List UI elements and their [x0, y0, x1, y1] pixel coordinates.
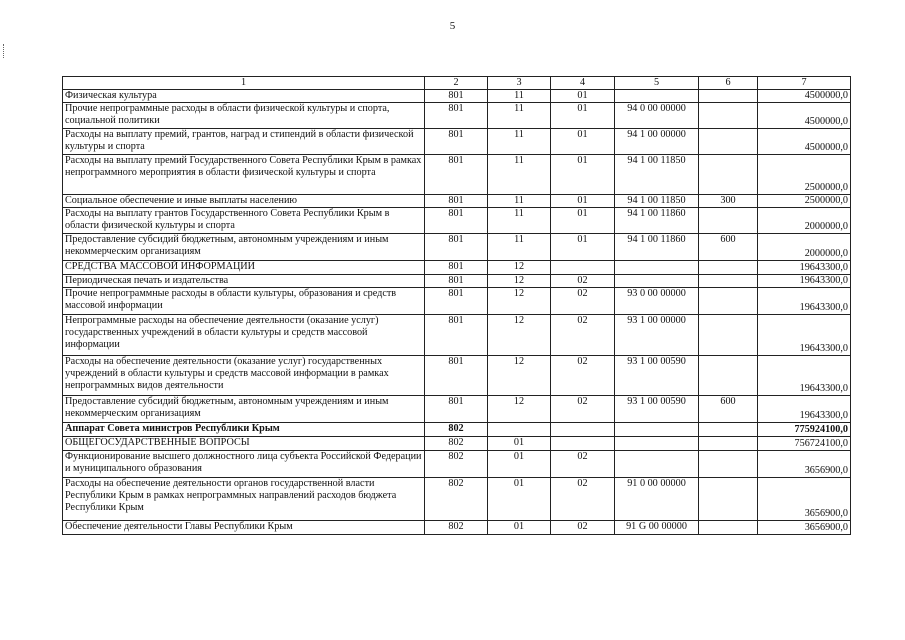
- cell-section-code: 11: [488, 103, 551, 129]
- cell-amount: 2000000,0: [758, 208, 851, 234]
- cell-section-code: 12: [488, 275, 551, 288]
- cell-department-code: 801: [425, 129, 488, 155]
- cell-target-article: 94 1 00 11850: [615, 155, 699, 195]
- cell-amount: 19643300,0: [758, 275, 851, 288]
- cell-subsection-code: 02: [551, 315, 615, 356]
- cell-target-article: 94 1 00 11850: [615, 195, 699, 208]
- cell-section-code: 11: [488, 195, 551, 208]
- cell-subsection-code: 02: [551, 521, 615, 535]
- table-row: [63, 356, 851, 396]
- cell-subsection-code: 01: [551, 208, 615, 234]
- cell-department-code: 802: [425, 478, 488, 521]
- cell-target-article: 93 1 00 00590: [615, 356, 699, 396]
- cell-department-code: 801: [425, 195, 488, 208]
- cell-expense-type: [699, 208, 758, 234]
- cell-subsection-code: 01: [551, 234, 615, 261]
- cell-expense-type: [699, 155, 758, 195]
- cell-section-code: 01: [488, 451, 551, 478]
- cell-subsection-code: [551, 423, 615, 437]
- cell-target-article: [615, 275, 699, 288]
- page-number: 5: [449, 20, 456, 32]
- cell-amount: 19643300,0: [758, 396, 851, 423]
- cell-amount: 2000000,0: [758, 234, 851, 261]
- row-name: Прочие непрограммные расходы в области культуры, образования и средств массовой информации: [63, 288, 425, 315]
- cell-target-article: 91 0 00 00000: [615, 478, 699, 521]
- table-row: [63, 129, 851, 155]
- table-row: [63, 396, 851, 423]
- cell-section-code: 11: [488, 208, 551, 234]
- cell-department-code: 801: [425, 234, 488, 261]
- table-row: [63, 423, 851, 437]
- cell-section-code: 01: [488, 521, 551, 535]
- row-name: Расходы на обеспечение деятельности органов государственной власти Республики Крым в рамках непрограммных направлений расходов бюджета Республики Крым: [63, 478, 425, 521]
- cell-section-code: 12: [488, 261, 551, 275]
- cell-target-article: [615, 261, 699, 275]
- cell-expense-type: [699, 90, 758, 103]
- cell-amount: 3656900,0: [758, 521, 851, 535]
- cell-department-code: 802: [425, 423, 488, 437]
- row-name: Обеспечение деятельности Главы Республики Крым: [63, 521, 425, 535]
- cell-target-article: 94 1 00 11860: [615, 234, 699, 261]
- cell-expense-type: [699, 129, 758, 155]
- row-name: Аппарат Совета министров Республики Крым: [63, 423, 425, 437]
- column-header: 2: [425, 77, 488, 90]
- cell-expense-type: 600: [699, 234, 758, 261]
- table-header-row: [63, 77, 851, 90]
- cell-department-code: 801: [425, 208, 488, 234]
- cell-section-code: 11: [488, 90, 551, 103]
- cell-section-code: 12: [488, 396, 551, 423]
- cell-expense-type: [699, 103, 758, 129]
- cell-subsection-code: 02: [551, 478, 615, 521]
- row-name: Расходы на выплату грантов Государственного Совета Республики Крым в области физической культуры и спорта: [63, 208, 425, 234]
- cell-subsection-code: 01: [551, 155, 615, 195]
- row-name: Прочие непрограммные расходы в области физической культуры и спорта, социальной политики: [63, 103, 425, 129]
- row-name: Непрограммные расходы на обеспечение деятельности (оказание услуг) государственных учреждений в области культуры и средств массовой информации: [63, 315, 425, 356]
- cell-department-code: 801: [425, 315, 488, 356]
- table-row: [63, 90, 851, 103]
- cell-amount: 19643300,0: [758, 356, 851, 396]
- cell-department-code: 802: [425, 451, 488, 478]
- cell-subsection-code: 01: [551, 90, 615, 103]
- cell-section-code: 12: [488, 356, 551, 396]
- cell-department-code: 801: [425, 396, 488, 423]
- row-name: ОБЩЕГОСУДАРСТВЕННЫЕ ВОПРОСЫ: [63, 437, 425, 451]
- table-row: [63, 288, 851, 315]
- cell-department-code: 801: [425, 356, 488, 396]
- column-header: 6: [699, 77, 758, 90]
- cell-target-article: [615, 90, 699, 103]
- cell-section-code: 12: [488, 315, 551, 356]
- cell-department-code: 802: [425, 437, 488, 451]
- row-name: Периодическая печать и издательства: [63, 275, 425, 288]
- table-row: [63, 451, 851, 478]
- cell-department-code: 801: [425, 288, 488, 315]
- cell-target-article: 93 1 00 00000: [615, 315, 699, 356]
- row-name: Функционирование высшего должностного лица субъекта Российской Федерации и муниципального образования: [63, 451, 425, 478]
- row-name: Расходы на обеспечение деятельности (оказание услуг) государственных учреждений в области культуры и средств массовой информации в рамках непрограммных видов деятельности: [63, 356, 425, 396]
- table-row: [63, 437, 851, 451]
- row-name: Предоставление субсидий бюджетным, автономным учреждениям и иным некоммерческим организациям: [63, 396, 425, 423]
- cell-subsection-code: 02: [551, 356, 615, 396]
- cell-expense-type: [699, 423, 758, 437]
- row-name: Расходы на выплату премий, грантов, наград и стипендий в области физической культуры и спорта: [63, 129, 425, 155]
- table-row: [63, 155, 851, 195]
- cell-expense-type: [699, 437, 758, 451]
- cell-subsection-code: 01: [551, 103, 615, 129]
- table-row: [63, 103, 851, 129]
- cell-subsection-code: 01: [551, 195, 615, 208]
- cell-amount: 3656900,0: [758, 451, 851, 478]
- budget-table: [62, 76, 851, 535]
- cell-target-article: [615, 437, 699, 451]
- cell-section-code: 11: [488, 234, 551, 261]
- cell-section-code: [488, 423, 551, 437]
- cell-subsection-code: 02: [551, 396, 615, 423]
- cell-expense-type: [699, 451, 758, 478]
- table-row: [63, 208, 851, 234]
- cell-expense-type: [699, 356, 758, 396]
- column-header: 4: [551, 77, 615, 90]
- row-name: Расходы на выплату премий Государственного Совета Республики Крым в рамках непрограммного мероприятия в области физической культуры и спорта: [63, 155, 425, 195]
- cell-department-code: 801: [425, 90, 488, 103]
- cell-amount: 19643300,0: [758, 315, 851, 356]
- cell-subsection-code: [551, 261, 615, 275]
- column-header: 1: [63, 77, 425, 90]
- cell-expense-type: [699, 288, 758, 315]
- table-row: [63, 521, 851, 535]
- cell-section-code: 01: [488, 478, 551, 521]
- cell-target-article: [615, 451, 699, 478]
- row-name: Физическая культура: [63, 90, 425, 103]
- table-row: [63, 234, 851, 261]
- cell-amount: 2500000,0: [758, 155, 851, 195]
- cell-subsection-code: 02: [551, 275, 615, 288]
- cell-amount: 4500000,0: [758, 129, 851, 155]
- cell-target-article: 91 G 00 00000: [615, 521, 699, 535]
- cell-expense-type: [699, 315, 758, 356]
- cell-amount: 3656900,0: [758, 478, 851, 521]
- cell-target-article: 93 0 00 00000: [615, 288, 699, 315]
- cell-amount: 19643300,0: [758, 288, 851, 315]
- cell-amount: 2500000,0: [758, 195, 851, 208]
- cell-expense-type: [699, 261, 758, 275]
- cell-amount: 775924100,0: [758, 423, 851, 437]
- cell-department-code: 801: [425, 103, 488, 129]
- cell-section-code: 11: [488, 129, 551, 155]
- cell-target-article: 94 1 00 00000: [615, 129, 699, 155]
- row-name: Предоставление субсидий бюджетным, автономным учреждениям и иным некоммерческим организациям: [63, 234, 425, 261]
- cell-expense-type: [699, 478, 758, 521]
- row-name: Социальное обеспечение и иные выплаты населению: [63, 195, 425, 208]
- cell-amount: 4500000,0: [758, 90, 851, 103]
- cell-amount: 4500000,0: [758, 103, 851, 129]
- cell-subsection-code: [551, 437, 615, 451]
- cell-amount: 19643300,0: [758, 261, 851, 275]
- cell-expense-type: 600: [699, 396, 758, 423]
- column-header: 5: [615, 77, 699, 90]
- table-row: [63, 315, 851, 356]
- cell-target-article: 93 1 00 00590: [615, 396, 699, 423]
- cell-department-code: 801: [425, 261, 488, 275]
- cell-subsection-code: 01: [551, 129, 615, 155]
- cell-subsection-code: 02: [551, 451, 615, 478]
- cell-expense-type: [699, 275, 758, 288]
- cell-subsection-code: 02: [551, 288, 615, 315]
- column-header: 3: [488, 77, 551, 90]
- cell-department-code: 801: [425, 155, 488, 195]
- cell-section-code: 11: [488, 155, 551, 195]
- table-row: [63, 195, 851, 208]
- margin-mark: [3, 44, 6, 58]
- row-name: СРЕДСТВА МАССОВОЙ ИНФОРМАЦИИ: [63, 261, 425, 275]
- cell-section-code: 01: [488, 437, 551, 451]
- cell-target-article: 94 1 00 11860: [615, 208, 699, 234]
- cell-target-article: 94 0 00 00000: [615, 103, 699, 129]
- cell-section-code: 12: [488, 288, 551, 315]
- cell-expense-type: [699, 521, 758, 535]
- column-header: 7: [758, 77, 851, 90]
- table-row: [63, 275, 851, 288]
- cell-target-article: [615, 423, 699, 437]
- cell-department-code: 801: [425, 275, 488, 288]
- cell-amount: 756724100,0: [758, 437, 851, 451]
- cell-expense-type: 300: [699, 195, 758, 208]
- table-row: [63, 478, 851, 521]
- cell-department-code: 802: [425, 521, 488, 535]
- table-row: [63, 261, 851, 275]
